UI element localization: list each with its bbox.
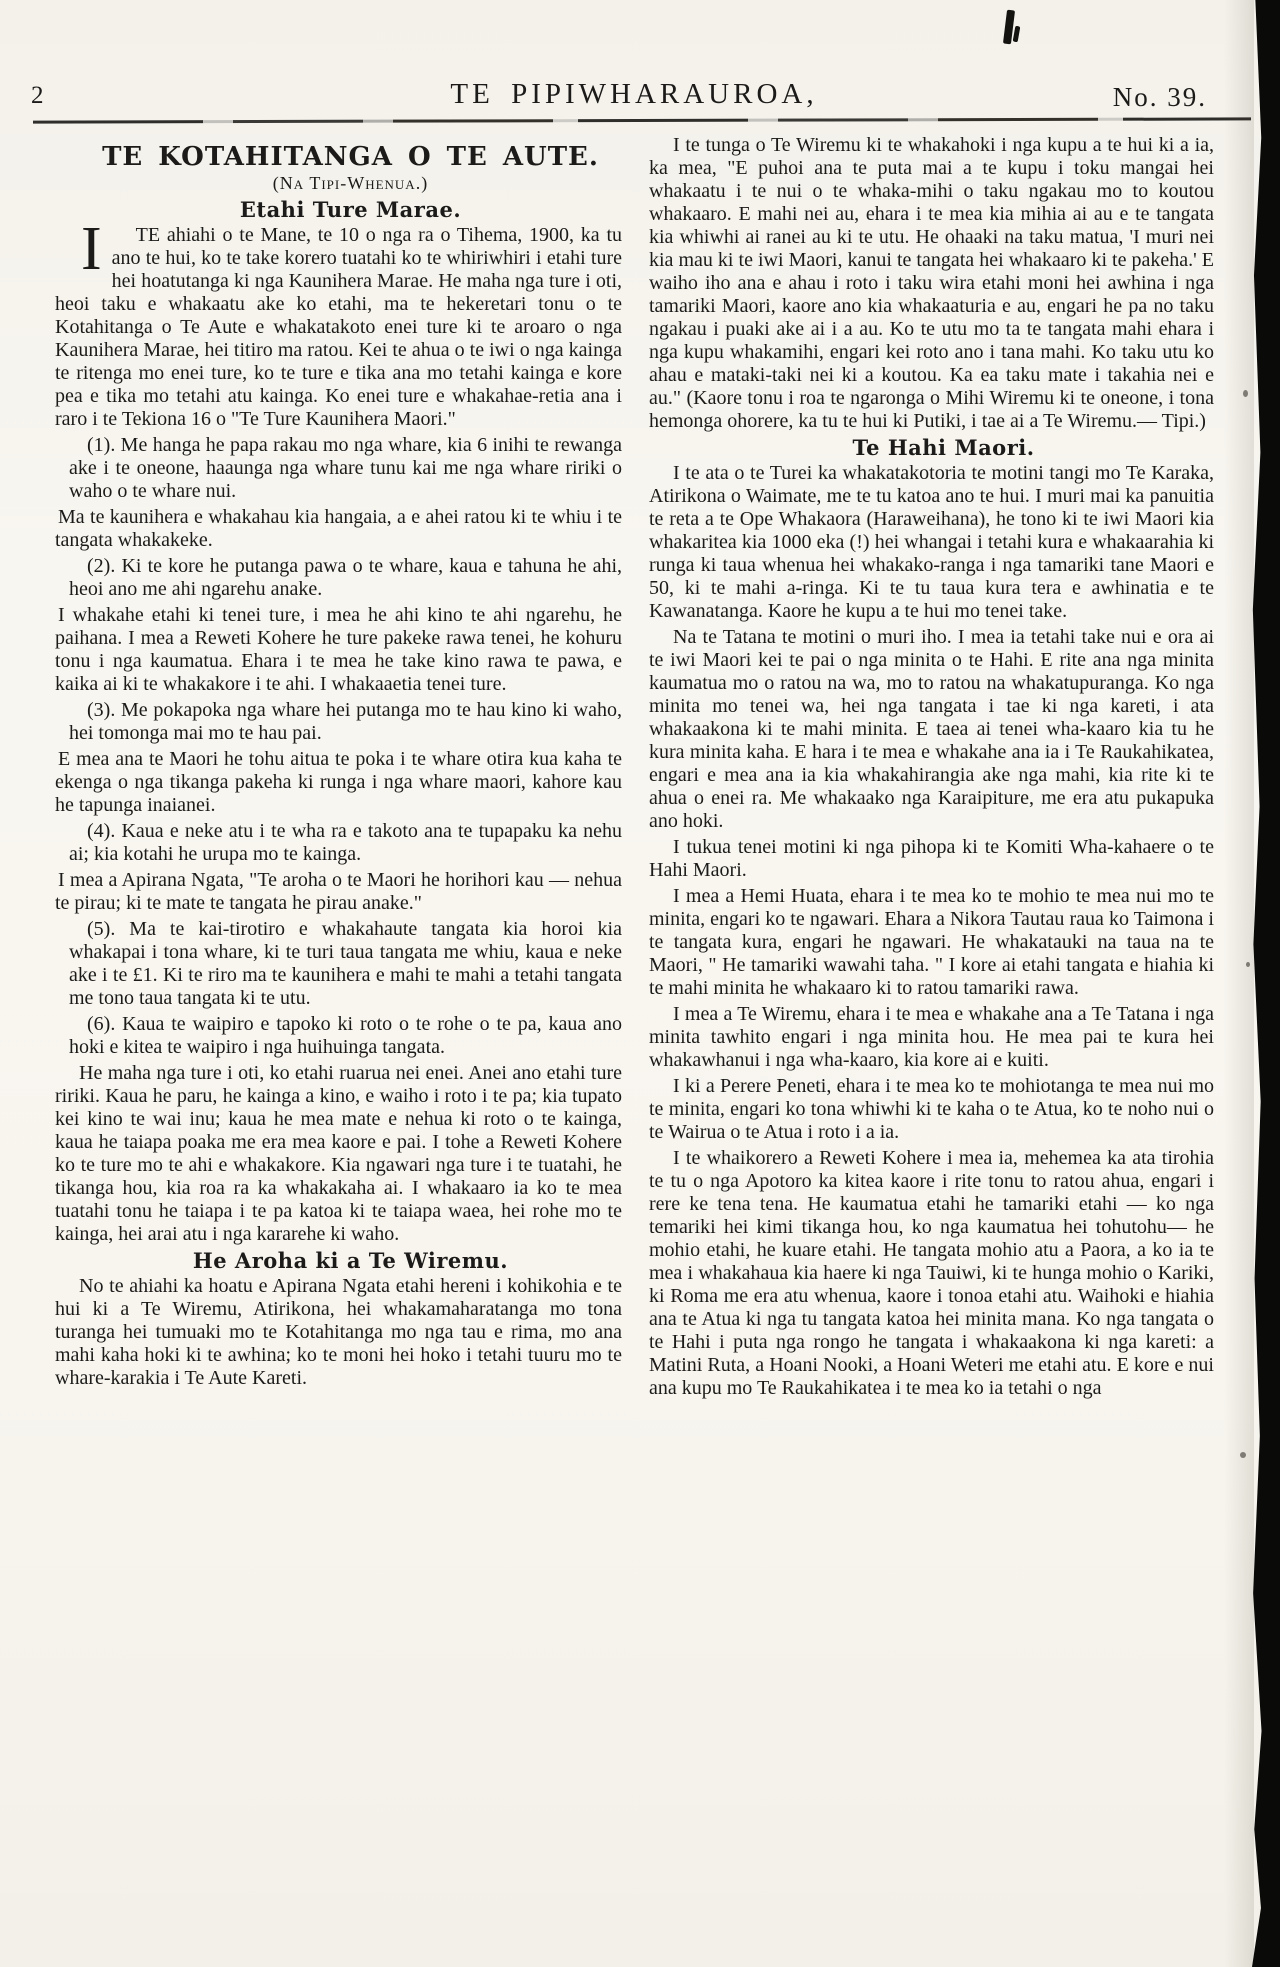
ink-speck bbox=[1246, 962, 1250, 967]
drop-cap: I bbox=[81, 215, 102, 283]
paragraph: (4). Kaua e neke atu i te wha ra e takoto ana te tupapaku ka nehu ai; kia kotahi he urupa mo te kainga. bbox=[69, 820, 622, 865]
section-paragraphs bbox=[649, 462, 1214, 1400]
article-subheading: Etahi Ture Marae. bbox=[239, 197, 462, 222]
paragraph: E mea ana te Maori he tohu aitua te poka i te whare otira kua kaha te ekenga o nga tikanga pakeha ki runga i nga whare maori, kahore kau he tapunga inaianei. bbox=[55, 748, 622, 816]
article2-paragraphs bbox=[55, 1275, 622, 1390]
page-number: 2 bbox=[31, 82, 44, 109]
lead-paragraph-text: TE ahiahi o te Mane, te 10 o nga ra o Tihema, 1900, ka tu ano te hui, ko te take korero tuatahi ko te whiriwhiri i etahi ture hei hoatutanga ki nga Kaunihera Marae. He maha nga ture i oti, heoi taku e whakaatu ake ko etahi, ma te hekeretari tonu o te Kotahitanga o Te Aute e whakatakoto enei ture ki te aroaro o nga Kaunihera Marae, hei titiro ma ratou. Kei te ahua o te iwi o nga kainga te ritenga mo enei ture, ko te ture e tika ana mo tetahi kainga e kore pea e tika mo tetahi atu kainga. Ko enei ture e whakahae-retia ana i raro i te Tekiona 16 o "Te Ture Kaunihera Maori." bbox=[55, 224, 622, 430]
left-column bbox=[55, 142, 622, 1393]
section-title-te-hahi-maori: Te Hahi Maori. bbox=[852, 435, 1035, 460]
paragraph: I mea a Te Wiremu, ehara i te mea e whakahe ana a Te Tatana i nga minita tawhito engari i nga minita hou. He mea pai te kura hei whakawhanui i nga wha-kaaro, kia kore ai e kuiti. bbox=[649, 1003, 1214, 1071]
ink-speck bbox=[1243, 390, 1248, 397]
paragraph: (1). Me hanga he papa rakau mo nga whare, kia 6 inihi te rewanga ake i te oneone, haaunga nga whare tunu kai me nga whare ririki o waho o te whare nui. bbox=[69, 434, 622, 502]
lead-paragraph bbox=[55, 215, 622, 431]
paragraph: Ma te kaunihera e whakahau kia hangaia, a e ahei ratou ki te whiu i te tangata whakakeke. bbox=[55, 506, 622, 551]
paragraph: (2). Ki te kore he putanga pawa o te whare, kaua e tahuna he ahi, heoi ano me ahi ngarehu anake. bbox=[69, 555, 622, 600]
paragraph: (6). Kaua te waipiro e tapoko ki roto o te rohe o te pa, kaua ano hoki e kitea te waipiro i nga huihuinga tangata. bbox=[69, 1013, 622, 1058]
right-intro-paragraphs bbox=[649, 134, 1214, 433]
scan-edge-shadow bbox=[1224, 0, 1254, 1967]
paragraph: I mea a Apirana Ngata, "Te aroha o te Maori he horihori kau — nehua te pirau; ki te mate te tangata he pirau anake." bbox=[55, 869, 622, 914]
paragraph: I mea a Hemi Huata, ehara i te mea ko te mohio te mea nui mo te minita, engari ko te ngawari. Ehara a Nikora Tautau raua ko Taimona i te tangata kura, engari he ngawari. He whakatauki na taua na te Maori, " He tamariki wawahi taha. " I kore ai etahi tangata e hiahia ki te mahi minita he whakaaro ki to ratou tamariki rawa. bbox=[649, 885, 1214, 999]
header-rule bbox=[33, 117, 1251, 123]
article2-title: He Aroha ki a Te Wiremu. bbox=[192, 1248, 509, 1273]
paragraph: I te tunga o Te Wiremu ki te whakahoki i nga kupu a te hui ki a ia, ka mea, "E puhoi ana te puta mai a te kupu i toku mangai hei whakaatu i te nui o te whaka-mihi o taku ngakau mo to koutou whakaaro. E mahi nei au, ehara i te mea kia mihia ai au e te tangata kia whiwhi ai ranei au ki te utu. He ohaaki na taku matua, 'I muri nei kia mau ki te iwi Maori, kanui te tangata hei whakaaro ki te pakeha.' E waiho iho ana e ahau i roto i taku wira etahi moni hei awhina i nga tamariki Maori, kaore ano kia whakaaturia e au, engari he pa no taku ngakau i puaki ake ai i a au. Ko te utu mo ta te tangata mahi ehara i nga kupu whakamihi, engari kei roto ano i tana mahi. Ko taku utu ko ahau e mataki-taki nei ki a koutou. Ka ea taku mate i takahia nei e au." (Kaore tonu i roa te ngaronga o Mihi Wiremu ki te oneone, i tona hemonga ohorere, ka tu te hui ki Putiki, i tae ai a Te Wiremu.— Tipi.) bbox=[649, 134, 1214, 432]
ink-mark bbox=[1013, 26, 1021, 43]
paragraph: Na te Tatana te motini o muri iho. I mea ia tetahi take nui e ora ai te iwi Maori kei te pai o nga minita o te Hahi. E rite ana nga minita kaumatua mo o ratou na wa, mo to ratou na whakatupuranga. Ko nga minita mo tenei wa, hei nga tangata i tae ki nga kareti, i ata whakaakona ki te mahi minita. E taea ai tenei wha-kaaro kia tu he kura minita kaha. E hara i te mea e whakahe ana ia i Te Raukahikatea, engari e mea ana ia kia whakahirangia ake nga mahi, kia rite ki te ahua o enei ra. Me whakaako nga Karaipiture, me era atu pukapuka ano hoki. bbox=[649, 626, 1214, 832]
paragraph: He maha nga ture i oti, ko etahi ruarua nei enei. Anei ano etahi ture ririki. Kaua he paru, he kainga a kino, e waiho i roto i te pa; kia tupato kei kino te wai inu; kaua he mea mate e nehua ki roto o te kainga, kaua he taiapa poaka me era mea kaore e pai. I tohe a Reweti Kohere ko te ture mo te ahi e whakakore. Kia ngawari nga ture i te tuatahi, he tikanga hou, kia roa ra ka whakakaha ai. I whakaaro ia ko te mea tuatahi tonu he taiapa i te pa katoa ki te taiapa waea, hei rohe mo te kainga, hei arai atu i nga kararehe ki waho. bbox=[55, 1062, 622, 1245]
paragraph: I te whaikorero a Reweti Kohere i mea ia, mehemea ka ata tirohia te tu o nga Apotoro ka kitea kaore i rite tonu to ratou ahua, engari i rere ke tena tena. He kaumatua etahi he tamariki etahi — ko nga temariki hei kimi tikanga hou, ko nga kaumatua hei tohutohu— he mohio etahi, he kuare etahi. He tangata mohio atu a Paora, a ko ia te mea i whakahaua kia haere ki nga Tauiwi, ki te hunga mohio o Kariki, ki Roma me era atu whenua, kaore i tonoa etahi atu. Waihoki e hiahia ana te Atua ki nga tu tangata katoa hei minita mana. Ko nga tangata o te Hahi i puta nga rongo he tangata i whakaakona ki nga kareti: a Matini Ruta, a Hoani Nooki, a Hoani Weteri me etahi atu. E kore e nui ana kupu mo Te Raukahikatea i te mea ko ia tetahi o nga bbox=[649, 1147, 1214, 1399]
article-title: TE KOTAHITANGA O TE AUTE. bbox=[102, 142, 599, 172]
paragraph: (3). Me pokapoka nga whare hei putanga mo te hau kino ki waho, hei tomonga mai mo te hau pai. bbox=[69, 699, 622, 744]
scan-black-edge bbox=[1252, 0, 1280, 1967]
paragraph: I ki a Perere Peneti, ehara i te mea ko te mohiotanga te mea nui mo te minita, engari ko tona whiwhi ki te kaha o te Atua, ko te noho nui o te Wairua o te Atua i roto i a ia. bbox=[649, 1075, 1214, 1143]
paragraph: (5). Ma te kai-tirotiro e whakahaute tangata kia horoi kia whakapai i tona whare, ki te turi taua tangata me whiu, kaua e neke ake i te £1. Ki te riro ma te kaunihera e mahi te mahi a tetahi tangata me tono taua tangata ki te utu. bbox=[69, 918, 622, 1009]
paragraph: I tukua tenei motini ki nga pihopa ki te Komiti Wha-kahaere o te Hahi Maori. bbox=[649, 836, 1214, 881]
newspaper-masthead: TE PIPIWHARAUROA, bbox=[450, 78, 818, 110]
right-column bbox=[649, 134, 1214, 1403]
ink-speck bbox=[1240, 1452, 1246, 1458]
issue-number: No. 39. bbox=[1112, 82, 1207, 112]
paragraph: No te ahiahi ka hoatu e Apirana Ngata etahi hereni i kohikohia e te hui ki a Te Wiremu, Atirikona, hei whakamaharatanga mo tona turanga hei tumuaki mo te Kotahitanga mo nga tau e rima, mo ana mahi kaha hoki ki te awhina; ko te moni hei hoko i tetahi tuuru mo te whare-karakia i Te Aute Kareti. bbox=[55, 1275, 622, 1389]
article-byline: (Na Tipi-Whenua.) bbox=[272, 173, 429, 193]
paragraph: I te ata o te Turei ka whakatakotoria te motini tangi mo Te Karaka, Atirikona o Waimate, me te tu katoa ano te hui. I muri mai ka panuitia te reta a te Ope Whakaora (Haraweihana), he tono ki te iwi Maori kia whakaritea kia 1000 eka (!) hei whangai i tetahi kura e whakaarahia ki runga ki taua whenua hei whakako-ranga i nga tamariki tane Maori e 50, ki te mahi a-ringa. Ki te tu taua kura tera e awhinatia e te Kawanatanga. Kaore he kupu a te hui mo tenei take. bbox=[649, 462, 1214, 622]
paragraph: I whakahe etahi ki tenei ture, i mea he ahi kino te ahi ngarehu, he paihana. I mea a Reweti Kohere he ture pakeke rawa tenei, he kohuru tonu i nga kaumatua. Ehara i te mea he take kino rawa te pawa, e kaika ai ki te whakakore i te ahi. I whakaaetia tenei ture. bbox=[55, 604, 622, 695]
marae-rules-paragraphs bbox=[55, 434, 622, 1246]
